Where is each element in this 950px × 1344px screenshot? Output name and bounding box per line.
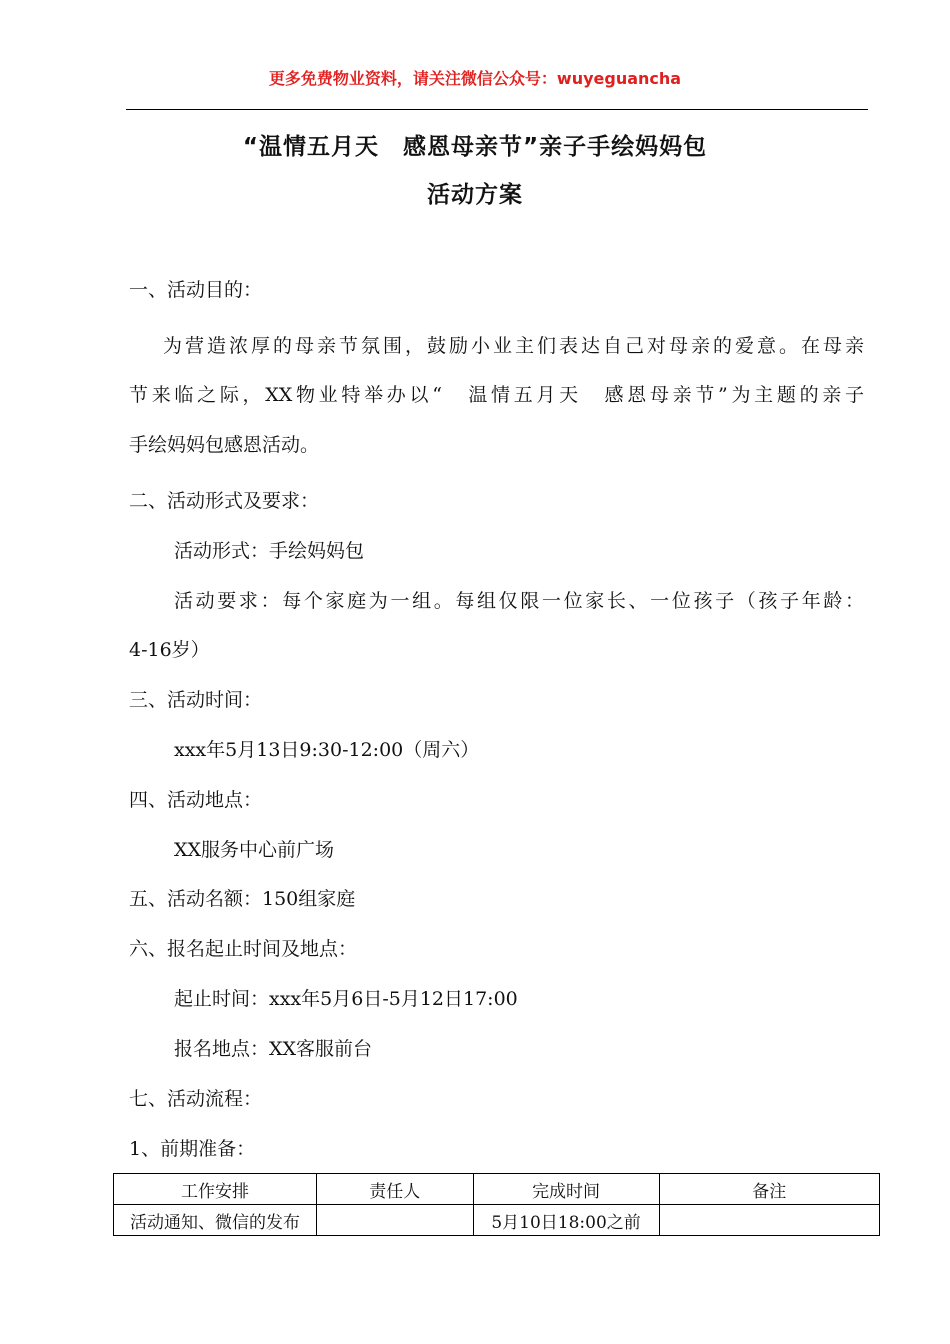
section-1-line-1: 为营造浓厚的母亲节氛围，鼓励小业主们表达自己对母亲的爱意。在母亲 xyxy=(163,335,864,357)
section-1-heading: 一、活动目的： xyxy=(129,279,263,301)
table-cell: 5月10日18:00之前 xyxy=(473,1205,659,1236)
table-cell xyxy=(659,1205,879,1236)
section-3-time: xxx年5月13日9:30-12:00（周六） xyxy=(174,739,480,761)
table-header-cell: 备注 xyxy=(659,1174,879,1205)
section-4-place: XX服务中心前广场 xyxy=(174,839,335,861)
document-subtitle: 活动方案 xyxy=(427,182,523,208)
table-header-cell: 工作安排 xyxy=(114,1174,317,1205)
promo-banner: 更多免费物业资料，请关注微信公众号：wuyeguancha xyxy=(268,69,682,88)
section-3-heading: 三、活动时间： xyxy=(129,689,263,711)
section-2-heading: 二、活动形式及要求： xyxy=(129,490,320,512)
table-header-row xyxy=(114,1174,880,1205)
section-1-line-3: 手绘妈妈包感恩活动。 xyxy=(129,434,320,456)
section-2-requirement-line-2: 4-16岁） xyxy=(129,639,210,661)
section-7-heading: 七、活动流程： xyxy=(129,1088,263,1110)
section-6-place: 报名地点：XX客服前台 xyxy=(174,1038,373,1060)
table-header-cell: 责任人 xyxy=(316,1174,473,1205)
section-2-requirement-line-1: 活动要求：每个家庭为一组。每组仅限一位家长、一位孩子（孩子年龄： xyxy=(174,590,864,612)
section-2-form: 活动形式：手绘妈妈包 xyxy=(174,540,365,562)
section-4-heading: 四、活动地点： xyxy=(129,789,263,811)
section-5-heading: 五、活动名额：150组家庭 xyxy=(129,888,356,910)
document-title: “温情五月天 感恩母亲节”亲子手绘妈妈包 xyxy=(242,134,708,160)
section-1-line-2: 节来临之际，XX物业特举办以“ 温情五月天 感恩母亲节”为主题的亲子 xyxy=(129,384,864,406)
header-divider xyxy=(126,109,868,110)
section-7-subheading: 1、前期准备： xyxy=(129,1138,256,1160)
table-cell xyxy=(316,1205,473,1236)
section-6-time: 起止时间：xxx年5月6日-5月12日17:00 xyxy=(174,988,518,1010)
section-6-heading: 六、报名起止时间及地点： xyxy=(129,938,358,960)
table-cell: 活动通知、微信的发布 xyxy=(114,1205,317,1236)
table-header-cell: 完成时间 xyxy=(473,1174,659,1205)
preparation-table xyxy=(113,1173,880,1236)
table-row xyxy=(114,1205,880,1236)
